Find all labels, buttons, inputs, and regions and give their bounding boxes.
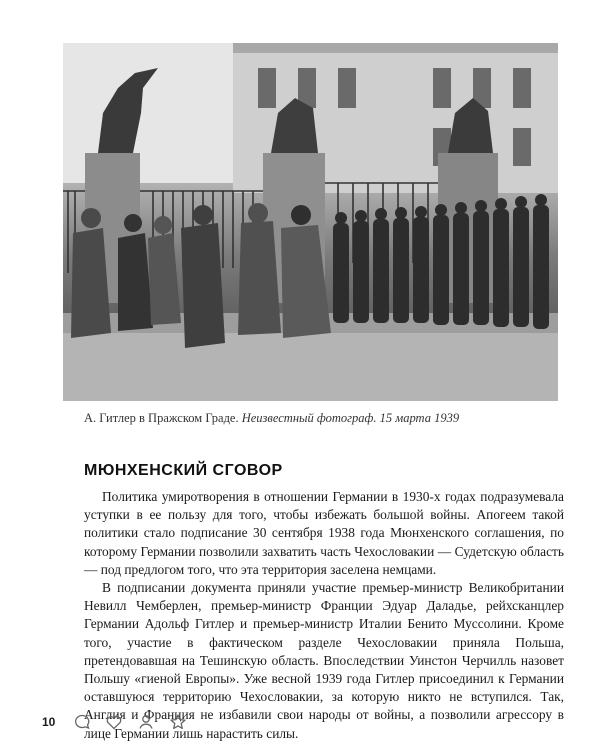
page-footer bbox=[42, 713, 201, 731]
caption-text: А. Гитлер в Пражском Граде. bbox=[84, 411, 242, 425]
caption-credit: Неизвестный фотограф. 15 марта 1939 bbox=[241, 411, 460, 425]
comment-icon[interactable] bbox=[73, 713, 93, 731]
article-body bbox=[84, 488, 564, 743]
heart-icon[interactable] bbox=[105, 713, 125, 731]
paragraph: Политика умиротворения в отношении Германии в 1930-х годах подразумевала уступки в ее пользу для того, чтобы избежать большой войны. Апогеем такой политики стало подписание 30 сентября 1938 года Мюнхенского соглашения, по которому Германии позволили захватить часть Чехословакии — Судетскую область — под предлогом того, что эта территория заселена немцами. bbox=[84, 489, 564, 577]
historical-photo bbox=[63, 43, 558, 401]
photo-caption bbox=[84, 410, 554, 426]
section-heading: МЮНХЕНСКИЙ СГОВОР bbox=[84, 462, 283, 479]
photo-drawing bbox=[63, 43, 558, 401]
page-number: 10 bbox=[42, 715, 56, 729]
star-icon[interactable] bbox=[169, 713, 189, 731]
paragraph: В подписании документа приняли участие премьер-министр Великобритании Невилл Чемберлен, премьер-министр Франции Эдуар Даладье, рейхсканцлер Германии Адольф Гитлер и премьер-министр Италии Бенито Муссолини. Кроме того, участие в фактическом разделе Чехословакии приняла Польша, претендовавшая на Тешинскую область. Впоследствии Уинстон Черчилль назовет Польшу «гиеной Европы». Уже весной 1939 года Гитлер присоединил к Германии оставшуюся территорию Чехословакии, за которую никто не вступился. Так, Англия и Франция не избавили свои народы от войны, а позволили агрессору в лице Германии лишь нарастить силы. bbox=[84, 580, 564, 741]
user-icon[interactable] bbox=[137, 713, 157, 731]
